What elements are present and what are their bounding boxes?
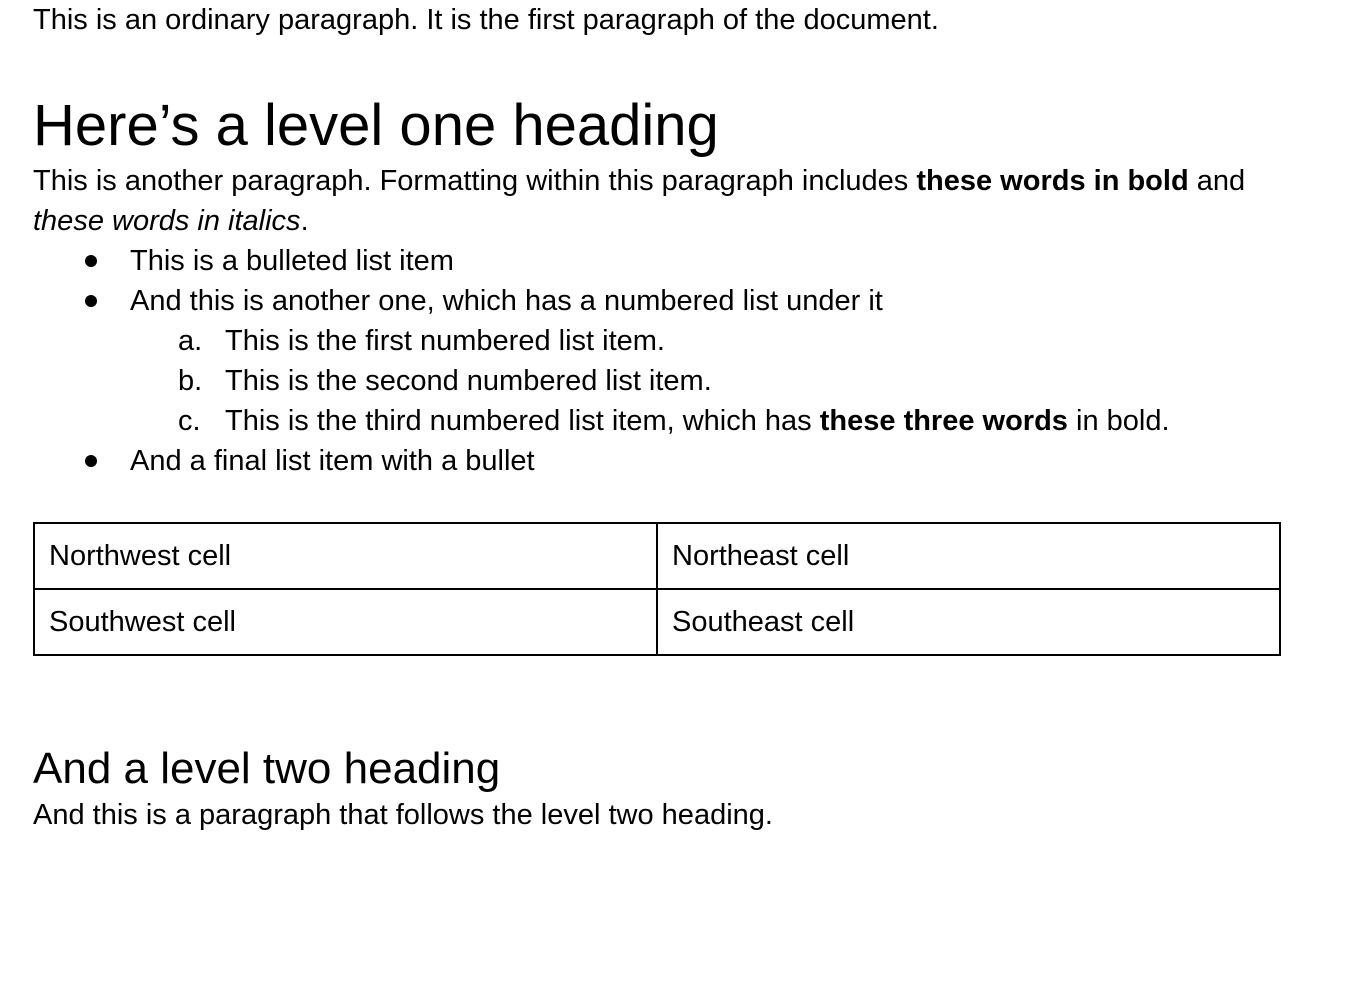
bullet-icon: [85, 295, 97, 307]
list-item-text: [225, 401, 1281, 441]
bold-text-segment: these words in bold: [916, 165, 1189, 197]
bullet-icon: [85, 455, 97, 467]
list-item-text: This is the first numbered list item.: [225, 325, 665, 357]
text-segment: .: [300, 205, 309, 237]
table-cell-southwest: Southwest cell: [34, 589, 657, 655]
text-segment: This is the third numbered list item, which has: [225, 405, 820, 437]
numbered-marker-c: c.: [178, 405, 201, 437]
text-segment: in bold.: [1067, 405, 1170, 437]
table-row: [34, 589, 1280, 655]
bullet-list-item: [33, 281, 1281, 321]
document-table: [33, 522, 1281, 656]
text-segment: and: [1188, 165, 1246, 197]
closing-paragraph: And this is a paragraph that follows the level two heading.: [33, 799, 773, 831]
numbered-list-item: [33, 321, 1281, 361]
list-item-text: This is a bulleted list item: [130, 245, 454, 277]
document-content: [33, 0, 1281, 835]
bullet-icon: [85, 255, 97, 267]
numbered-list-item: [33, 401, 1281, 441]
level-one-heading: Here’s a level one heading: [33, 93, 719, 158]
text-segment: This is another paragraph. Formatting within this paragraph includes: [33, 165, 917, 197]
list-item-text: And this is another one, which has a numbered list under it: [130, 285, 883, 317]
bold-text-segment: these three words: [819, 405, 1068, 437]
document-list: [33, 241, 1281, 481]
intro-paragraph: This is an ordinary paragraph. It is the first paragraph of the document.: [33, 4, 939, 36]
formatted-paragraph: [33, 161, 1281, 241]
bullet-list-item: [33, 241, 1281, 281]
list-marker-column: [33, 441, 130, 467]
list-marker-column: [33, 281, 130, 307]
bullet-list-item: [33, 441, 1281, 481]
table-cell-southeast: Southeast cell: [657, 589, 1280, 655]
table-cell-northwest: Northwest cell: [34, 523, 657, 589]
table-row: [34, 523, 1280, 589]
table-cell-northeast: Northeast cell: [657, 523, 1280, 589]
numbered-marker-a: a.: [178, 325, 203, 357]
italic-text-segment: these words in italics: [33, 205, 301, 237]
numbered-list-item: [33, 361, 1281, 401]
numbered-marker-b: b.: [178, 365, 203, 397]
level-two-heading: And a level two heading: [33, 744, 501, 793]
list-marker-column: [33, 241, 130, 267]
list-item-text: And a final list item with a bullet: [130, 445, 535, 477]
list-item-text: This is the second numbered list item.: [225, 365, 712, 397]
